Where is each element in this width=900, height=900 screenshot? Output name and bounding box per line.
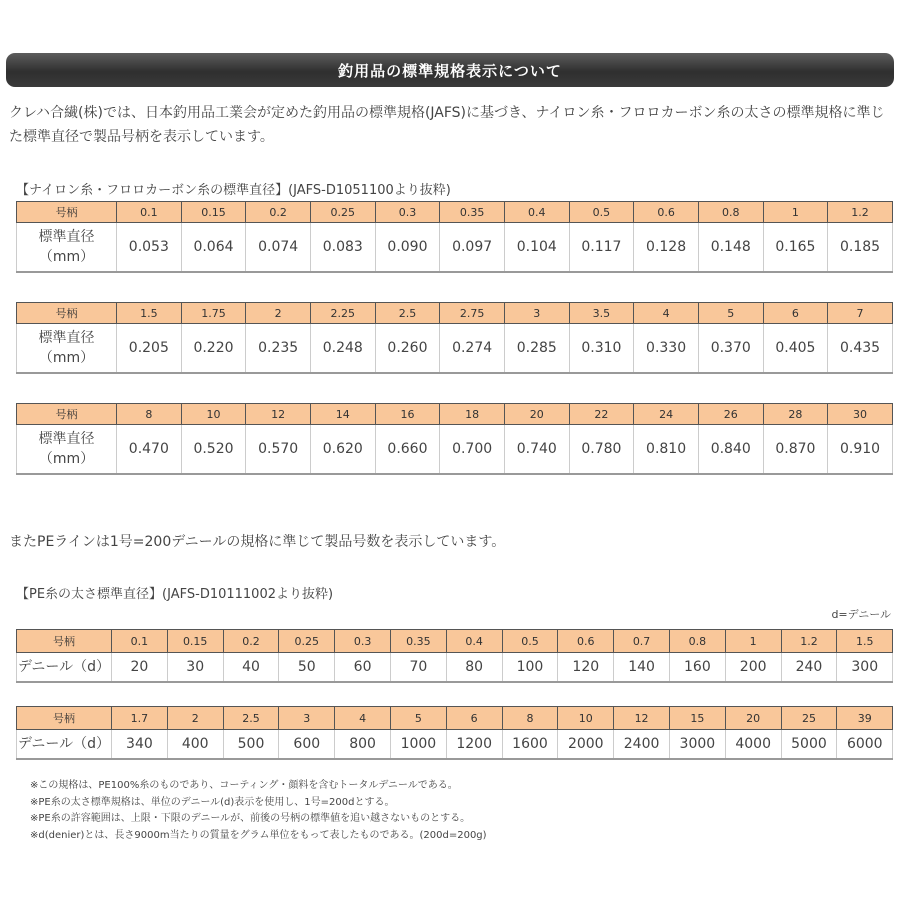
diameter-cell: 0.740 <box>504 425 569 475</box>
size-cell: 6 <box>446 707 502 730</box>
denier-cell: 50 <box>279 653 335 683</box>
size-row <box>17 707 893 730</box>
size-cell: 5 <box>390 707 446 730</box>
pe-intro-text: またPEラインは1号=200デニールの規格に準じて製品号数を表示しています。 <box>9 534 506 550</box>
size-cell: 14 <box>310 404 375 425</box>
diameter-row <box>17 324 893 374</box>
diameter-label-line1: 標準直径 <box>38 229 95 245</box>
denier-cell: 300 <box>837 653 893 683</box>
footnote: ※この規格は、PE100%糸のものであり、コーティング・顔料を含むトータルデニールである。 <box>30 780 458 791</box>
diameter-cell: 0.165 <box>763 223 828 273</box>
size-label-cell: 号柄 <box>17 303 117 324</box>
diameter-cell: 0.185 <box>828 223 893 273</box>
size-cell: 7 <box>828 303 893 324</box>
size-cell: 15 <box>669 707 725 730</box>
denier-cell: 30 <box>167 653 223 683</box>
size-cell: 3 <box>504 303 569 324</box>
denier-cell: 3000 <box>669 730 725 760</box>
diameter-cell: 0.090 <box>375 223 440 273</box>
diameter-cell: 0.435 <box>828 324 893 374</box>
denier-cell: 70 <box>390 653 446 683</box>
diameter-label-cell <box>17 223 117 273</box>
diameter-cell: 0.405 <box>763 324 828 374</box>
size-cell: 1.2 <box>828 202 893 223</box>
diameter-cell: 0.083 <box>310 223 375 273</box>
diameter-cell: 0.248 <box>310 324 375 374</box>
denier-cell: 240 <box>781 653 837 683</box>
size-cell: 2 <box>246 303 311 324</box>
size-cell: 0.5 <box>569 202 634 223</box>
diameter-label-unit: （mm） <box>38 350 95 366</box>
denier-cell: 6000 <box>837 730 893 760</box>
denier-cell: 2000 <box>558 730 614 760</box>
size-cell: 39 <box>837 707 893 730</box>
size-cell: 0.25 <box>310 202 375 223</box>
nylon-diameter-table <box>16 201 893 273</box>
footnote: ※d(denier)とは、長さ9000m当たりの質量をグラム単位をもって表したものである。(200d=200g) <box>30 829 487 841</box>
denier-cell: 400 <box>167 730 223 760</box>
diameter-cell: 0.840 <box>698 425 763 475</box>
pe-denier-table <box>16 706 893 760</box>
size-cell: 10 <box>558 707 614 730</box>
size-cell: 1.2 <box>781 630 837 653</box>
diameter-cell: 0.620 <box>310 425 375 475</box>
size-cell: 30 <box>828 404 893 425</box>
size-cell: 0.6 <box>558 630 614 653</box>
diameter-cell: 0.330 <box>634 324 699 374</box>
diameter-cell: 0.310 <box>569 324 634 374</box>
size-cell: 0.8 <box>698 202 763 223</box>
size-row <box>17 630 893 653</box>
diameter-cell: 0.260 <box>375 324 440 374</box>
size-cell: 0.1 <box>112 630 168 653</box>
size-cell: 4 <box>335 707 391 730</box>
size-cell: 24 <box>634 404 699 425</box>
size-cell: 0.3 <box>335 630 391 653</box>
diameter-cell: 0.235 <box>246 324 311 374</box>
size-cell: 22 <box>569 404 634 425</box>
size-cell: 18 <box>440 404 505 425</box>
size-label-cell: 号柄 <box>17 404 117 425</box>
size-cell: 1 <box>763 202 828 223</box>
denier-cell: 200 <box>725 653 781 683</box>
diameter-cell: 0.220 <box>181 324 246 374</box>
denier-cell: 160 <box>669 653 725 683</box>
footnotes <box>30 778 487 844</box>
diameter-cell: 0.780 <box>569 425 634 475</box>
diameter-cell: 0.074 <box>246 223 311 273</box>
size-cell: 3 <box>279 707 335 730</box>
denier-cell: 20 <box>112 653 168 683</box>
size-cell: 1.7 <box>112 707 168 730</box>
denier-cell: 40 <box>223 653 279 683</box>
size-cell: 20 <box>725 707 781 730</box>
diameter-cell: 0.117 <box>569 223 634 273</box>
diameter-cell: 0.274 <box>440 324 505 374</box>
size-cell: 10 <box>181 404 246 425</box>
size-cell: 0.35 <box>440 202 505 223</box>
size-label-cell: 号柄 <box>17 630 112 653</box>
size-cell: 0.4 <box>446 630 502 653</box>
size-cell: 0.8 <box>669 630 725 653</box>
denier-cell: 500 <box>223 730 279 760</box>
denier-cell: 2400 <box>614 730 670 760</box>
size-cell: 2.5 <box>223 707 279 730</box>
size-row <box>17 303 893 324</box>
size-cell: 0.25 <box>279 630 335 653</box>
denier-cell: 120 <box>558 653 614 683</box>
denier-cell: 60 <box>335 653 391 683</box>
diameter-row <box>17 223 893 273</box>
diameter-cell: 0.205 <box>117 324 182 374</box>
size-cell: 3.5 <box>569 303 634 324</box>
diameter-label-unit: （mm） <box>38 249 95 265</box>
size-cell: 12 <box>614 707 670 730</box>
denier-row <box>17 653 893 683</box>
size-cell: 2.25 <box>310 303 375 324</box>
diameter-label-unit: （mm） <box>38 451 95 467</box>
diameter-cell: 0.097 <box>440 223 505 273</box>
denier-label-cell: デニール（d） <box>17 730 112 760</box>
nylon-diameter-table <box>16 403 893 475</box>
size-cell: 1.5 <box>837 630 893 653</box>
diameter-cell: 0.810 <box>634 425 699 475</box>
diameter-label-line1: 標準直径 <box>38 431 95 447</box>
diameter-row <box>17 425 893 475</box>
size-cell: 2.5 <box>375 303 440 324</box>
size-row <box>17 404 893 425</box>
diameter-cell: 0.660 <box>375 425 440 475</box>
denier-cell: 100 <box>502 653 558 683</box>
size-cell: 0.5 <box>502 630 558 653</box>
diameter-cell: 0.370 <box>698 324 763 374</box>
footnote: ※PE糸の許容範囲は、上限・下限のデニールが、前後の号柄の標準値を追い越さないものとする。 <box>30 813 471 824</box>
size-row <box>17 202 893 223</box>
diameter-label-cell <box>17 425 117 475</box>
nylon-table-caption: 【ナイロン糸・フロロカーボン糸の標準直径】(JAFS-D1051100より抜粋) <box>16 183 451 198</box>
size-label-cell: 号柄 <box>17 707 112 730</box>
denier-cell: 1200 <box>446 730 502 760</box>
denier-row <box>17 730 893 760</box>
diameter-cell: 0.870 <box>763 425 828 475</box>
size-cell: 0.15 <box>167 630 223 653</box>
denier-cell: 600 <box>279 730 335 760</box>
diameter-label-cell <box>17 324 117 374</box>
diameter-cell: 0.285 <box>504 324 569 374</box>
diameter-cell: 0.064 <box>181 223 246 273</box>
size-cell: 26 <box>698 404 763 425</box>
denier-cell: 140 <box>614 653 670 683</box>
size-cell: 2 <box>167 707 223 730</box>
size-cell: 0.35 <box>390 630 446 653</box>
size-cell: 16 <box>375 404 440 425</box>
size-cell: 0.4 <box>504 202 569 223</box>
diameter-cell: 0.520 <box>181 425 246 475</box>
size-cell: 0.1 <box>117 202 182 223</box>
size-cell: 8 <box>117 404 182 425</box>
size-cell: 0.7 <box>614 630 670 653</box>
size-cell: 2.75 <box>440 303 505 324</box>
diameter-label-line1: 標準直径 <box>38 330 95 346</box>
size-cell: 12 <box>246 404 311 425</box>
size-cell: 0.3 <box>375 202 440 223</box>
size-cell: 25 <box>781 707 837 730</box>
size-cell: 0.6 <box>634 202 699 223</box>
size-cell: 1.75 <box>181 303 246 324</box>
intro-text: クレハ合繊(株)では、日本釣用品工業会が定めた釣用品の標準規格(JAFS)に基づき、ナイロン糸・フロロカーボン糸の太さの標準規格に準じた標準直径で製品号柄を表示しています。 <box>9 105 885 145</box>
size-cell: 4 <box>634 303 699 324</box>
denier-cell: 4000 <box>725 730 781 760</box>
size-cell: 1.5 <box>117 303 182 324</box>
diameter-cell: 0.148 <box>698 223 763 273</box>
size-label-cell: 号柄 <box>17 202 117 223</box>
nylon-diameter-table <box>16 302 893 374</box>
size-cell: 5 <box>698 303 763 324</box>
denier-cell: 80 <box>446 653 502 683</box>
pe-denier-table <box>16 629 893 683</box>
diameter-cell: 0.470 <box>117 425 182 475</box>
diameter-cell: 0.053 <box>117 223 182 273</box>
section-title-bar <box>6 53 894 87</box>
denier-note: d=デニール <box>831 608 891 621</box>
denier-cell: 5000 <box>781 730 837 760</box>
footnote: ※PE糸の太さ標準規格は、単位のデニール(d)表示を使用し、1号=200dとする。 <box>30 796 395 808</box>
denier-cell: 800 <box>335 730 391 760</box>
denier-label-cell: デニール（d） <box>17 653 112 683</box>
section-title: 釣用品の標準規格表示について <box>338 61 562 80</box>
denier-cell: 340 <box>112 730 168 760</box>
size-cell: 0.15 <box>181 202 246 223</box>
denier-cell: 1000 <box>390 730 446 760</box>
size-cell: 1 <box>725 630 781 653</box>
size-cell: 0.2 <box>223 630 279 653</box>
denier-cell: 1600 <box>502 730 558 760</box>
diameter-cell: 0.700 <box>440 425 505 475</box>
diameter-cell: 0.104 <box>504 223 569 273</box>
size-cell: 8 <box>502 707 558 730</box>
size-cell: 0.2 <box>246 202 311 223</box>
pe-table-caption: 【PE糸の太さ標準直径】(JAFS-D10111002より抜粋) <box>16 587 334 602</box>
diameter-cell: 0.128 <box>634 223 699 273</box>
size-cell: 6 <box>763 303 828 324</box>
diameter-cell: 0.910 <box>828 425 893 475</box>
size-cell: 28 <box>763 404 828 425</box>
diameter-cell: 0.570 <box>246 425 311 475</box>
size-cell: 20 <box>504 404 569 425</box>
